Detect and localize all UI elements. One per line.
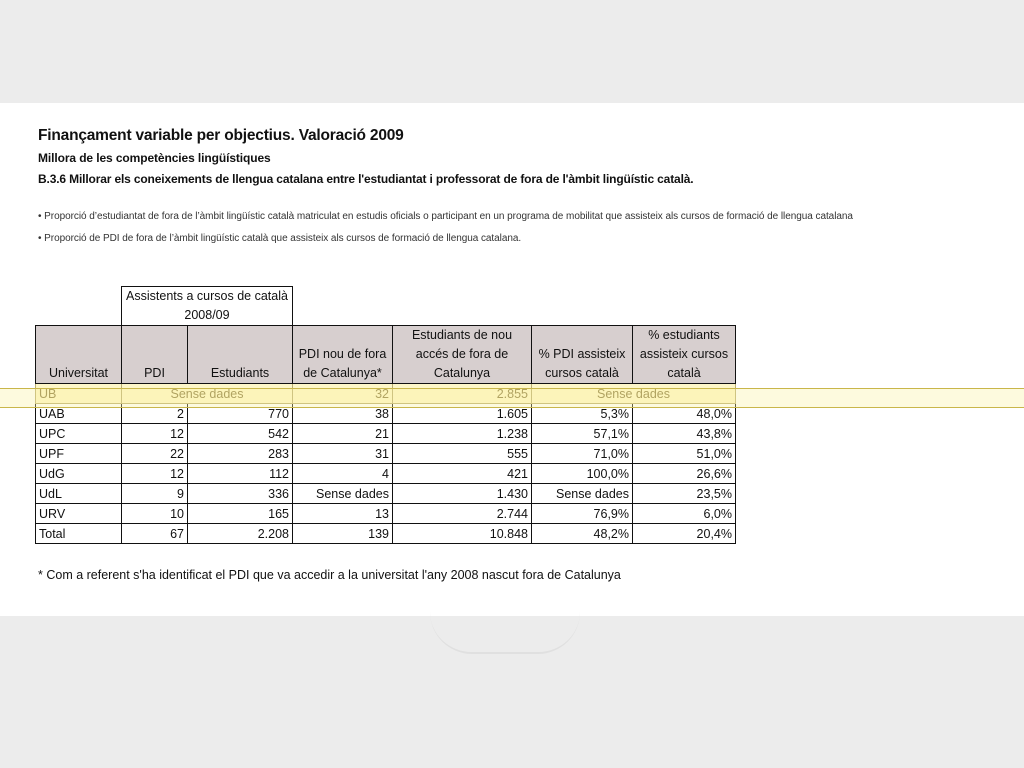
cell-pct-est: 48,0% [633, 404, 736, 424]
cell-pct-pdi: 76,9% [532, 504, 633, 524]
table-body [36, 404, 736, 544]
cell-universitat: UB [36, 384, 122, 404]
cell-estudiants-nou: 1.430 [393, 484, 532, 504]
cell-estudiants-nou: 1.238 [393, 424, 532, 444]
indicator-bullet-2: • Proporció de PDI de fora de l’àmbit lingüístic català que assisteix als cursos de formació de llengua catalana. [38, 233, 522, 244]
table-row [36, 504, 736, 524]
col-header-estudiants-nou: Estudiants de nou accés de fora de Catalunya [393, 326, 532, 384]
cell-no-data: Sense dades [122, 384, 293, 404]
cell-estudiants: 542 [188, 424, 293, 444]
cell-pct-pdi: 57,1% [532, 424, 633, 444]
cell-pdi-nou: 21 [293, 424, 393, 444]
cell-estudiants-nou: 1.605 [393, 404, 532, 424]
cell-no-data: Sense dades [532, 384, 736, 404]
cell-pct-est: 6,0% [633, 504, 736, 524]
cell-pct-pdi: 71,0% [532, 444, 633, 464]
cell-pdi: 22 [122, 444, 188, 464]
footnote: * Com a referent s'ha identificat el PDI que va accedir a la universitat l'any 2008 nascut fora de Catalunya [38, 568, 621, 582]
background-watermark [430, 612, 580, 654]
cell-pdi-nou: 4 [293, 464, 393, 484]
cell-estudiants: 283 [188, 444, 293, 464]
document-page [0, 103, 1024, 616]
cell-universitat: UdG [36, 464, 122, 484]
document-title: Finançament variable per objectius. Valoració 2009 [38, 127, 404, 144]
cell-estudiants-nou: 2.855 [393, 384, 532, 404]
col-header-pct-estudiants: % estudiants assisteix cursos català [633, 326, 736, 384]
indicator-bullet-1: • Proporció d’estudiantat de fora de l’àmbit lingüístic català matriculat en estudis oficials o participant en un programa de mobilitat que assisteix als cursos de formació de llengua catalana [38, 211, 853, 222]
table-row [36, 524, 736, 544]
cell-estudiants: 770 [188, 404, 293, 424]
col-header-universitat: Universitat [36, 326, 122, 384]
blank-cell [36, 287, 122, 326]
cell-pct-est: 51,0% [633, 444, 736, 464]
col-header-pdi: PDI [122, 326, 188, 384]
cell-estudiants: 112 [188, 464, 293, 484]
cell-pct-pdi: 48,2% [532, 524, 633, 544]
cell-pdi-nou: 31 [293, 444, 393, 464]
cell-universitat: UPF [36, 444, 122, 464]
cell-estudiants: 2.208 [188, 524, 293, 544]
cell-pct-est: 43,8% [633, 424, 736, 444]
cell-pdi-nou: 38 [293, 404, 393, 424]
cell-pdi: 10 [122, 504, 188, 524]
cell-pct-est: 26,6% [633, 464, 736, 484]
table-row [36, 404, 736, 424]
cell-pdi-nou: Sense dades [293, 484, 393, 504]
cell-pdi-nou: 13 [293, 504, 393, 524]
cell-universitat: UPC [36, 424, 122, 444]
cell-pct-pdi: 5,3% [532, 404, 633, 424]
cell-estudiants: 165 [188, 504, 293, 524]
objective-heading: B.3.6 Millorar els coneixements de llengua catalana entre l'estudiantat i professorat de fora de l'àmbit lingüístic català. [38, 172, 694, 186]
table-row-ub [36, 384, 736, 404]
cell-estudiants-nou: 421 [393, 464, 532, 484]
col-header-estudiants: Estudiants [188, 326, 293, 384]
col-header-pdi-nou: PDI nou de fora de Catalunya* [293, 326, 393, 384]
group-header [122, 287, 293, 326]
cell-pdi: 9 [122, 484, 188, 504]
cell-estudiants-nou: 555 [393, 444, 532, 464]
table-row [36, 464, 736, 484]
cell-estudiants-nou: 10.848 [393, 524, 532, 544]
cell-pdi-nou: 32 [293, 384, 393, 404]
cell-universitat: UAB [36, 404, 122, 424]
cell-pdi: 12 [122, 464, 188, 484]
cell-estudiants: 336 [188, 484, 293, 504]
cell-pdi: 2 [122, 404, 188, 424]
cell-pdi: 12 [122, 424, 188, 444]
table-row [36, 444, 736, 464]
cell-pdi-nou: 139 [293, 524, 393, 544]
document-subtitle: Millora de les competències lingüístiques [38, 151, 271, 165]
cell-estudiants-nou: 2.744 [393, 504, 532, 524]
cell-universitat: Total [36, 524, 122, 544]
cell-pct-est: 20,4% [633, 524, 736, 544]
cell-pct-pdi: 100,0% [532, 464, 633, 484]
data-table-wrapper [35, 286, 736, 544]
col-header-pct-pdi: % PDI assisteix cursos català [532, 326, 633, 384]
cell-pdi: 67 [122, 524, 188, 544]
data-table [35, 286, 736, 544]
blank-cell [293, 287, 736, 326]
group-header-label: Assistents a cursos de català 2008/09 [126, 289, 288, 322]
table-row [36, 484, 736, 504]
cell-universitat: URV [36, 504, 122, 524]
cell-pct-est: 23,5% [633, 484, 736, 504]
cell-universitat: UdL [36, 484, 122, 504]
table-row [36, 424, 736, 444]
cell-pct-pdi: Sense dades [532, 484, 633, 504]
